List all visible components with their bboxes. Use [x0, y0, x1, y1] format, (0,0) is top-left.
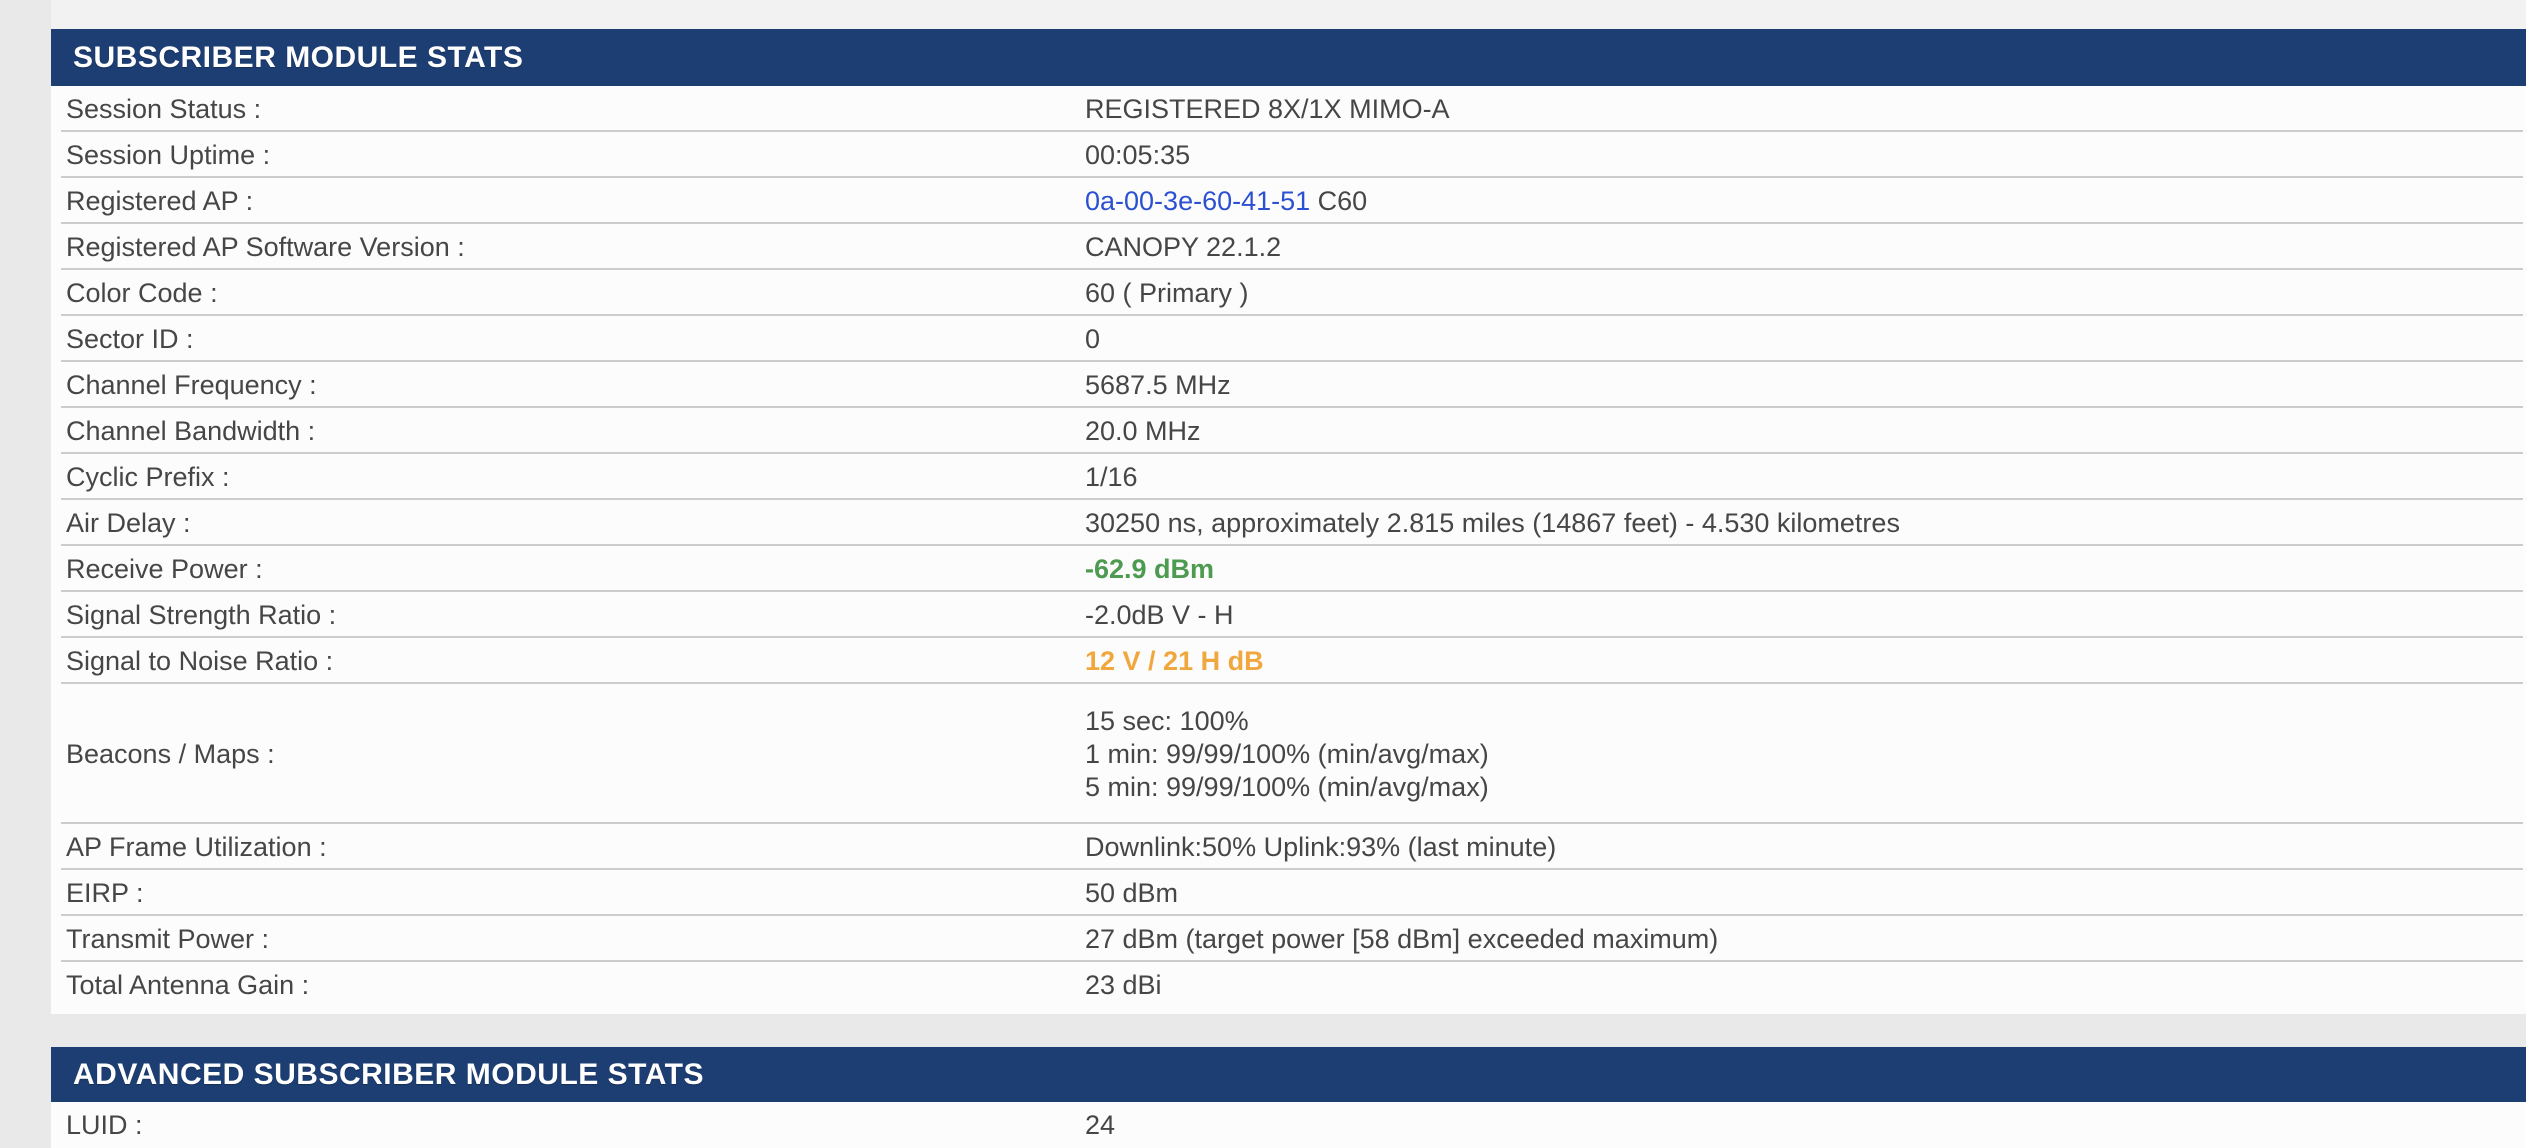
stats-row	[51, 270, 2526, 316]
row-label: Session Status :	[66, 93, 262, 124]
registered-ap-link[interactable]: 0a-00-3e-60-41-51	[1085, 185, 1311, 216]
sector-id-value: 0	[1085, 323, 1101, 354]
row-label: Signal Strength Ratio :	[66, 599, 337, 630]
stats-row	[51, 500, 2526, 546]
row-label: Total Antenna Gain :	[66, 969, 310, 1000]
stats-row	[51, 224, 2526, 270]
stats-row	[51, 178, 2526, 224]
subscriber-module-stats-table	[51, 86, 2526, 1008]
air-delay-value: 30250 ns, approximately 2.815 miles (14867 feet) - 4.530 kilometres	[1085, 507, 1900, 538]
row-label: Color Code :	[66, 277, 218, 308]
channel-bandwidth-value: 20.0 MHz	[1085, 415, 1201, 446]
registered-ap-site-name: C60	[1310, 185, 1368, 216]
ap-frame-utilization-value: Downlink:50% Uplink:93% (last minute)	[1085, 831, 1557, 862]
subscriber-module-stats-header	[51, 29, 2526, 86]
stats-row	[51, 824, 2526, 870]
value-line: 5 min: 99/99/100% (min/avg/max)	[1085, 771, 1489, 802]
receive-power-value: -62.9 dBm	[1085, 553, 1215, 584]
stats-row	[51, 408, 2526, 454]
row-value	[1085, 231, 2526, 264]
row-value	[1085, 923, 2526, 956]
total-antenna-gain-value: 23 dBi	[1085, 969, 1162, 1000]
row-value	[1085, 645, 2526, 678]
session-uptime-value: 00:05:35	[1085, 139, 1191, 170]
transmit-power-value: 27 dBm (target power [58 dBm] exceeded maximum)	[1085, 923, 1719, 954]
row-value	[1085, 507, 2526, 540]
value-line: 1 min: 99/99/100% (min/avg/max)	[1085, 738, 1489, 769]
stats-row	[51, 916, 2526, 962]
channel-frequency-value: 5687.5 MHz	[1085, 369, 1231, 400]
signal-to-noise-ratio-value: 12 V / 21 H dB	[1085, 645, 1264, 676]
row-label: AP Frame Utilization :	[66, 831, 327, 862]
stats-row	[51, 454, 2526, 500]
row-label: Receive Power :	[66, 553, 263, 584]
row-value	[1085, 461, 2526, 494]
row-label: Beacons / Maps :	[66, 738, 275, 769]
session-status-value: REGISTERED 8X/1X MIMO-A	[1085, 93, 1450, 124]
row-value	[1085, 139, 2526, 172]
stats-row	[51, 362, 2526, 408]
stats-row	[51, 962, 2526, 1008]
row-value	[1085, 415, 2526, 448]
row-label: Channel Frequency :	[66, 369, 317, 400]
stats-row	[51, 684, 2526, 824]
stats-row	[51, 1102, 2526, 1148]
section-title: SUBSCRIBER MODULE STATS	[73, 40, 524, 74]
advanced-subscriber-module-stats-header	[51, 1047, 2526, 1102]
stats-row	[51, 546, 2526, 592]
cyclic-prefix-value: 1/16	[1085, 461, 1138, 492]
stats-row	[51, 316, 2526, 362]
stats-row	[51, 870, 2526, 916]
row-label: EIRP :	[66, 877, 144, 908]
row-value	[1085, 369, 2526, 402]
row-value	[1085, 599, 2526, 632]
row-value	[1085, 553, 2526, 586]
row-label: Signal to Noise Ratio :	[66, 645, 334, 676]
stats-row	[51, 592, 2526, 638]
row-value	[1085, 185, 2526, 218]
row-label: Transmit Power :	[66, 923, 270, 954]
top-strip	[51, 0, 2526, 29]
row-label: Sector ID :	[66, 323, 194, 354]
row-label: Channel Bandwidth :	[66, 415, 316, 446]
section-title: ADVANCED SUBSCRIBER MODULE STATS	[73, 1057, 705, 1091]
stats-row	[51, 132, 2526, 178]
row-value	[1085, 277, 2526, 310]
ap-software-version-value: CANOPY 22.1.2	[1085, 231, 1282, 262]
row-value	[1085, 877, 2526, 910]
row-label: LUID :	[66, 1109, 143, 1140]
row-label: Cyclic Prefix :	[66, 461, 230, 492]
row-label: Registered AP Software Version :	[66, 231, 465, 262]
row-label: Registered AP :	[66, 185, 254, 216]
advanced-subscriber-module-stats-table	[51, 1102, 2526, 1148]
row-value	[1085, 705, 2526, 804]
stats-row	[51, 86, 2526, 132]
signal-strength-ratio-value: -2.0dB V - H	[1085, 599, 1234, 630]
row-label: Air Delay :	[66, 507, 191, 538]
advanced-subscriber-module-stats-section	[51, 1047, 2526, 1148]
row-value	[1085, 93, 2526, 126]
row-value	[1085, 831, 2526, 864]
luid-value: 24	[1085, 1109, 1116, 1140]
row-label: Session Uptime :	[66, 139, 271, 170]
row-value	[1085, 323, 2526, 356]
row-value	[1085, 1109, 2526, 1142]
eirp-value: 50 dBm	[1085, 877, 1179, 908]
value-line: 15 sec: 100%	[1085, 705, 1249, 736]
row-value	[1085, 969, 2526, 1002]
stats-row	[51, 638, 2526, 684]
color-code-value: 60 ( Primary )	[1085, 277, 1249, 308]
subscriber-module-stats-section	[51, 29, 2526, 1014]
